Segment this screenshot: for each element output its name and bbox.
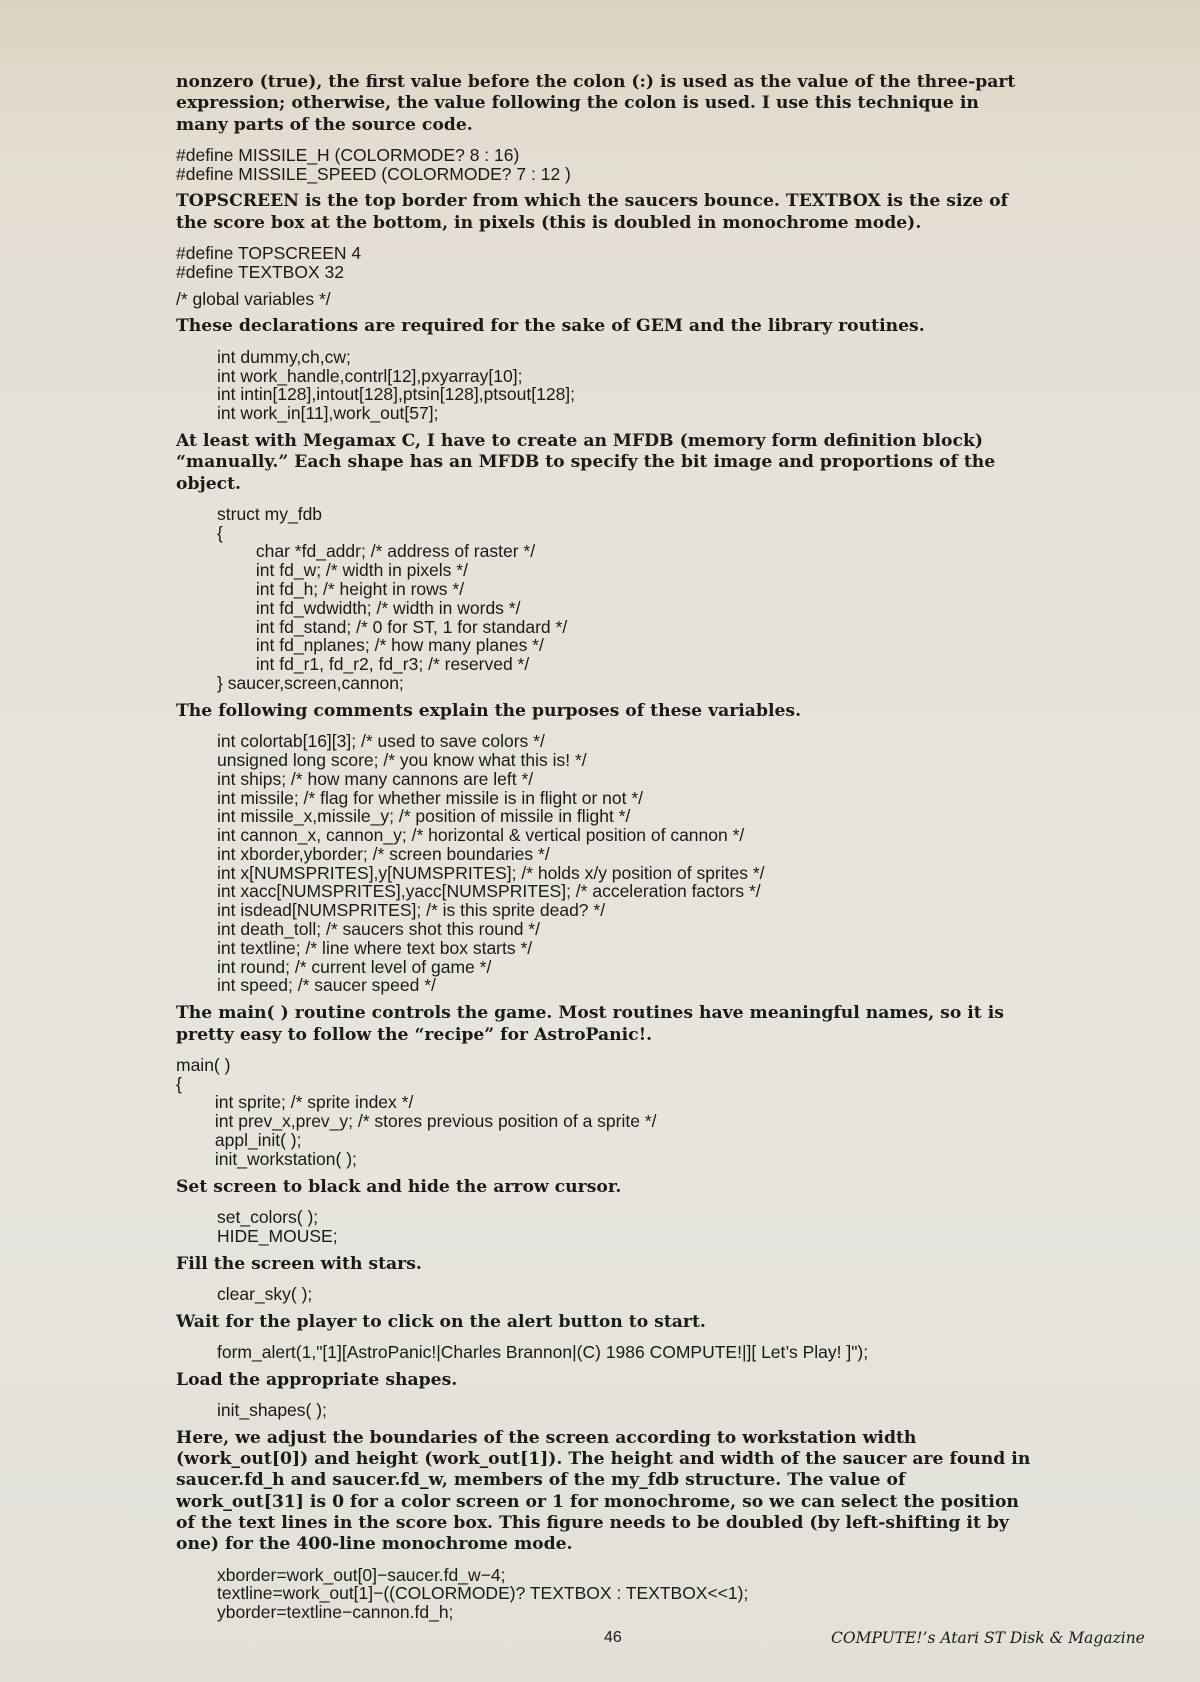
prose-paragraph: nonzero (true), the first value before the colon (:) is used as the value of the three-part expression; otherwise, the value following the colon is used. I use this technique in many parts of the source code. (176, 72, 1016, 135)
code-listing: int colortab[16][3]; /* used to save colors */ unsigned long score; /* you know what this is! */ int ships; /* how many cannons are left */ int missile; /* flag for whether missile is in flight or not */ int missile_x,missile_y; /* position of missile in flight */ int cannon_x, cannon_y; /* horizontal & vertical position of cannon */ int xborder,yborder; /* screen boundaries */ int x[NUMSPRITES],y[NUMSPRITES]; /* holds x/y position of sprites */ int xacc[NUMSPRITES],yacc[NUMSPRITES]; /* acceleration factors */ int isdead[NUMSPRITES]; /* is this sprite dead? */ int death_toll; /* saucers shot this round */ int textline; /* line where text box starts */ int round; /* current level of game */ int speed; /* saucer speed */ (217, 731, 765, 996)
prose-paragraph: At least with Megamax C, I have to create an MFDB (memory form definition block) “manually.” Each shape has an MFDB to specify the bit image and proportions of the object. (176, 430, 996, 494)
prose-paragraph: Fill the screen with stars. (176, 1253, 422, 1274)
code-listing: xborder=work_out[0]−saucer.fd_w−4; textline=work_out[1]−((COLORMODE)? TEXTBOX : TEXTBOX<<1); yborder=textline−cannon.fd_h; (217, 1564, 749, 1623)
page-number: 46 (604, 1629, 622, 1646)
code-listing: /* global variables */ (176, 288, 331, 309)
code-listing: main( ) { int sprite; /* sprite index */ int prev_x,prev_y; /* stores previous position of a sprite */ appl_init( ); init_workstation( ); (176, 1054, 657, 1169)
code-listing: int dummy,ch,cw; int work_handle,contrl[12],pxyarray[10]; int intin[128],intout[128],ptsin[128],ptsout[128]; int work_in[11],work_out[57]; (217, 346, 576, 424)
code-listing: form_alert(1,"[1][AstroPanic!|Charles Brannon|(C) 1986 COMPUTE!|][ Let’s Play! ]"); (217, 1341, 869, 1362)
code-listing: set_colors( ); HIDE_MOUSE; (217, 1206, 338, 1246)
code-listing: #define MISSILE_H (COLORMODE? 8 : 16) #define MISSILE_SPEED (COLORMODE? 7 : 12 ) (176, 144, 571, 184)
code-listing: clear_sky( ); (217, 1283, 313, 1304)
prose-paragraph: These declarations are required for the sake of GEM and the library routines. (176, 316, 925, 337)
article-body (176, 72, 1031, 1630)
code-listing: init_shapes( ); (217, 1400, 327, 1421)
publication-name: COMPUTE!’s Atari ST Disk & Magazine (831, 1629, 1145, 1647)
prose-paragraph: TOPSCREEN is the top border from which the saucers bounce. TEXTBOX is the size of the score box at the bottom, in pixels (this is doubled in monochrome mode). (176, 191, 1009, 233)
prose-paragraph: Set screen to black and hide the arrow cursor. (176, 1176, 622, 1197)
prose-paragraph: Here, we adjust the boundaries of the screen according to workstation width (work_out[0]) and height (work_out[1]). The height and width of the saucer are found in saucer.fd_h and saucer.fd_w, members of the my_fdb structure. The value of work_out[31] is 0 for a color screen or 1 for monochrome, so we can select the position of the text lines in the score box. This figure needs to be doubled (by left-shifting it by one) for the 400-line monochrome mode. (176, 1427, 1031, 1555)
prose-paragraph: Wait for the player to click on the alert button to start. (176, 1311, 706, 1332)
code-listing: struct my_fdb { char *fd_addr; /* address of raster */ int fd_w; /* width in pixels */ int fd_h; /* height in rows */ int fd_wdwidth; /* width in words */ int fd_stand; /* 0 for ST, 1 for standard */ int fd_nplanes; /* how many planes */ int fd_r1, fd_r2, fd_r3; /* reserved */ } saucer,screen,cannon; (217, 503, 568, 694)
prose-paragraph: Load the appropriate shapes. (176, 1369, 458, 1390)
code-listing: #define TOPSCREEN 4 #define TEXTBOX 32 (176, 243, 362, 282)
prose-paragraph: The main( ) routine controls the game. Most routines have meaningful names, so it is pretty easy to follow the “recipe” for AstroPanic!. (176, 1003, 1004, 1045)
prose-paragraph: The following comments explain the purposes of these variables. (176, 700, 802, 721)
